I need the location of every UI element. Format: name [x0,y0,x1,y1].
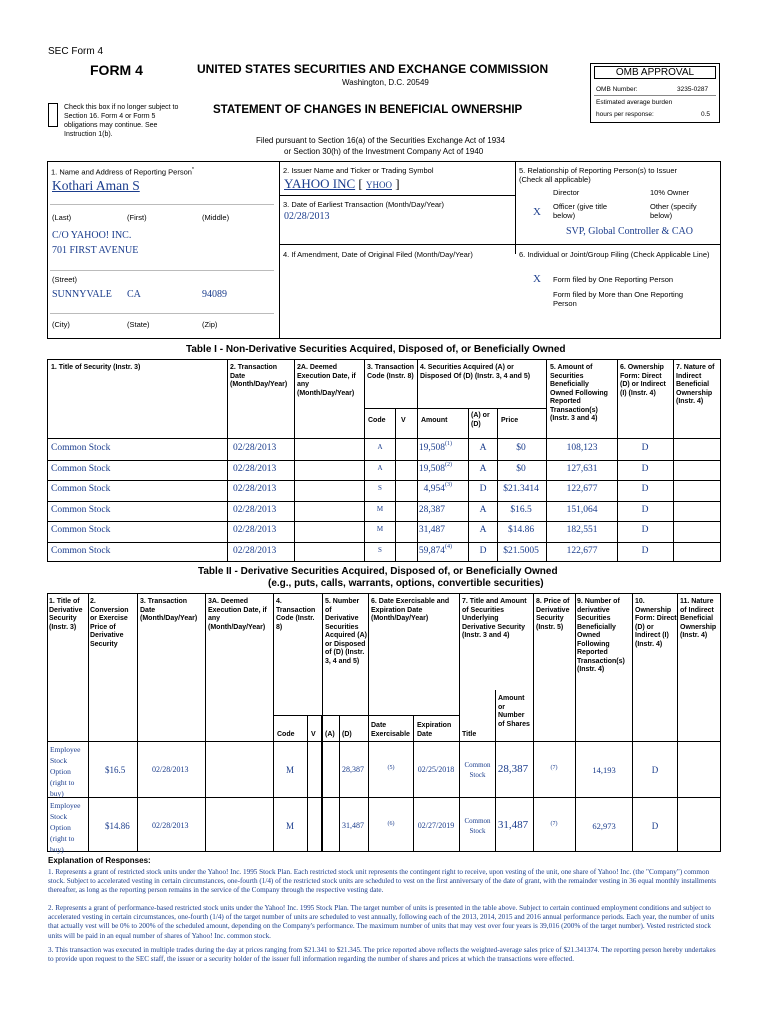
t1-cell-owned: 122,677 [566,484,598,494]
t2-cell-form: D [651,821,659,831]
footnote-1: 1. Represents a grant of restricted stock units under the Yahoo! Inc. 1995 Stock Plan. Each restricted stock unit represents the contingent right to receive, upon vesting of the unit, one share of Yahoo! Inc. (the "Company") common stock. Subject to accelerated vesting in certain circumstances, one-fourth (1/4) of the restricted stock units are scheduled to vest on the first anniversary of the date of grant, with the remainder vesting in 36 equal monthly installments thereafter, as long as the reporting person remains in the service of the Company through the respective vesting date. [48,868,717,895]
issuer-name[interactable]: YAHOO INC [ YHOO ] [284,176,400,191]
t1-aord: (A) or (D) [471,412,490,428]
t1-h1: 1. Title of Security (Instr. 3) [51,364,141,371]
omb-hours: 0.5 [701,111,711,118]
t2-cell-exp: 02/27/2019 [417,821,455,830]
earliest-transaction-date: 02/28/2013 [284,211,330,222]
t2-code: Code [277,731,295,738]
t2-cell-shares: 28,387 [497,763,529,775]
t1-code: Code [368,417,386,424]
t1-cell-date: 02/28/2013 [233,463,277,474]
officer-check[interactable]: X [533,206,541,218]
t1-cell-price: $16.5 [510,504,532,515]
t2-h4: 4. Transaction Code (Instr. 8) [276,598,316,631]
city-label: (City) [52,320,70,329]
t1-price: Price [501,417,519,424]
relationship-sub: (Check all applicable) [519,175,591,184]
street-label: (Street) [52,275,78,284]
t2-a: (A) [325,731,335,738]
t2-cell-code: M [285,765,294,775]
t1-cell-price: $14.86 [507,525,535,535]
t1-cell-code: M [376,525,384,533]
t1-cell-amount: 59,874 [418,545,445,556]
t2-cell-shares: 31,487 [497,819,529,831]
t2-title: Title [462,731,477,738]
one-person-option: Form filed by One Reporting Person [553,275,674,284]
footnote-2: 2. Represents a grant of performance-based restricted stock units under the Yahoo! Inc. 1995 Stock Plan. The target number of units is presented in the table above. Subject to certain continued employment conditions and subject to accelerated vesting in certain circumstances, one-fourth (1/4) of the target number of units are scheduled to vest annually, following each of the 2013, 2014, 2015 and 2016 annual performance periods. Each year, the number of units that actually vest will be 0% to 200% of the scheduled amount, depending on the Company's performance. The maximum number of units that may vest over four years is 39,016 (200% of the target number). Vested restricted stock units will be paid in an equal number of shares of Yahoo! Inc. common stock. [48,904,715,940]
t2-cell-date: 02/28/2013 [152,765,189,774]
table2-title-2: (e.g., puts, calls, warrants, options, convertible securities) [268,578,544,589]
t2-cell-d: 28,387 [342,765,364,774]
filed-line-1: Filed pursuant to Section 16(a) of the Securities Exchange Act of 1934 [256,136,506,145]
t1-cell-price: $21.5005 [503,545,539,556]
t2-cell-price: $16.5 [105,765,126,775]
state-label: (State) [127,320,150,329]
t1-h2: 2. Transaction Date (Month/Day/Year) [230,364,288,388]
t1-cell-form: D [641,484,649,494]
table2-title-1: Table II - Derivative Securities Acquired, Disposed of, or Beneficially Owned [198,566,558,577]
sec-form-label: SEC Form 4 [48,46,104,57]
t1-cell-title: Common Stock [51,484,111,494]
t1-cell-title: Common Stock [51,504,111,515]
commission-city: Washington, D.C. 20549 [342,78,429,87]
omb-burden-label: Estimated average burden [596,99,673,106]
t1-cell-code: S [378,484,382,492]
address-line-2: 701 FIRST AVENUE [52,245,139,256]
t1-cell-code: S [378,545,382,554]
t2-h6: 6. Date Exercisable and Expiration Date (Month/Day/Year) [371,598,450,622]
t1-cell-ad: A [479,463,487,474]
footnote-ref: (3) [445,482,452,488]
t2-cell-date: 02/28/2013 [152,821,189,830]
checkbox-text: Check this box if no longer subject to Section 16. Form 4 or Form 5 obligations may continue. See Instruction 1(b). [64,104,179,138]
t1-amount: Amount [421,417,448,424]
t1-cell-form: D [641,545,649,556]
t1-cell-ad: A [479,443,487,453]
t2-amount-shares: Amount or Number of Shares [498,695,530,728]
t1-h7: 7. Nature of Indirect Beneficial Ownership (Instr. 4) [676,364,715,405]
t1-cell-amount: 31,487 [418,525,445,535]
address-line-1: C/O YAHOO! INC. [52,230,132,241]
ten-percent-option: 10% Owner [650,188,690,197]
t1-cell-owned: 127,631 [566,463,598,474]
t1-cell-ad: A [479,504,487,515]
t1-h6: 6. Ownership Form: Direct (D) or Indirect (I) (Instr. 4) [620,364,666,397]
t1-cell-price: $21.3414 [503,484,539,494]
t1-cell-amount: 4,954 [423,484,445,494]
t2-h3a: 3A. Deemed Execution Date, if any (Month/Day/Year) [208,598,267,631]
omb-hours-label: hours per response: [596,111,654,118]
t2-h1: 1. Title of Derivative Security (Instr. 3) [49,598,83,631]
t2-h3: 3. Transaction Date (Month/Day/Year) [140,598,198,622]
t1-cell-owned: 108,123 [566,443,598,453]
other-option: Other (specify below) [650,202,697,220]
t1-cell-date: 02/28/2013 [233,504,277,515]
t2-cell-p8: (7) [550,821,558,827]
t1-cell-form: D [641,525,649,535]
t1-cell-ad: D [479,484,487,494]
t1-cell-owned: 122,677 [566,545,598,556]
t1-cell-price: $0 [516,463,526,474]
t2-cell-code: M [285,821,294,831]
t1-cell-form: D [641,463,649,474]
footnote-ref: (4) [445,543,452,550]
underlying-title: Common Stock [464,817,491,835]
t2-h7: 7. Title and Amount of Securities Underlying Derivative Security (Instr. 3 and 4) [462,598,527,639]
t1-cell-date: 02/28/2013 [233,484,277,494]
t1-cell-form: D [641,504,649,515]
issuer-label: 2. Issuer Name and Ticker or Trading Symbol [283,166,434,175]
t2-h5: 5. Number of Derivative Securities Acquired (A) or Disposed of (D) (Instr. 3, 4 and 5) [325,598,367,665]
footnote-ref: (2) [445,461,452,468]
t2-cell-d: 31,487 [342,821,364,830]
relationship-label: 5. Relationship of Reporting Person(s) to Issuer [519,166,677,175]
earliest-transaction-label: 3. Date of Earliest Transaction (Month/Day/Year) [283,200,445,209]
filed-line-2: or Section 30(h) of the Investment Company Act of 1940 [284,147,484,156]
t1-cell-title: Common Stock [51,525,111,535]
t2-h9: 9. Number of derivative Securities Beneficially Owned Following Reported Transaction(s) (Instr. 4) [577,598,625,673]
state-value: CA [127,289,141,300]
derivative-title: Employee Stock Option (right to buy) [50,745,81,798]
derivative-title: Employee Stock Option (right to buy) [50,801,81,854]
t1-cell-owned: 182,551 [566,525,598,535]
t1-cell-amount: 28,387 [418,504,445,515]
t1-cell-date: 02/28/2013 [233,525,277,535]
t1-cell-amount: 19,508 [418,443,445,453]
footnote-ref: (1) [445,441,452,447]
t1-cell-form: D [641,443,649,453]
more-persons-option: Form filed by More than One Reporting Person [553,290,684,308]
officer-option: Officer (give title below) [553,202,608,220]
t2-cell-form: D [651,765,659,775]
t1-cell-price: $0 [516,443,526,453]
t2-date-ex: Date Exercisable [371,722,410,738]
t1-cell-title: Common Stock [51,463,111,474]
t1-cell-code: A [377,463,383,472]
t2-cell-owned: 14,193 [592,765,616,775]
t2-d: (D) [342,731,352,738]
zip-label: (Zip) [202,320,218,329]
t1-cell-ad: D [479,545,487,556]
t1-h3: 3. Transaction Code (Instr. 8) [367,364,415,380]
t1-cell-date: 02/28/2013 [233,545,277,556]
t2-v: V [311,731,316,738]
t1-h4: 4. Securities Acquired (A) or Disposed Of (D) (Instr. 3, 4 and 5) [420,364,531,380]
zip-value: 94089 [202,289,227,300]
omb-title: OMB APPROVAL [594,66,716,79]
t1-h5: 5. Amount of Securities Beneficially Owned Following Reported Transaction(s) (Instr. 3 and 4) [550,364,608,422]
t1-h2a: 2A. Deemed Execution Date, if any (Month/Day/Year) [297,364,356,397]
t2-h8: 8. Price of Derivative Security (Instr. 5) [536,598,570,631]
commission-title: UNITED STATES SECURITIES AND EXCHANGE COMMISSION [197,62,549,76]
one-person-check[interactable]: X [533,273,541,285]
t1-v: V [401,417,406,424]
t1-cell-title: Common Stock [51,545,111,556]
statement-title: STATEMENT OF CHANGES IN BENEFICIAL OWNERSHIP [213,104,523,116]
t1-cell-title: Common Stock [51,443,111,453]
t2-h2: 2. Conversion or Exercise Price of Derivative Security [90,598,129,648]
footnote-3: 3. This transaction was executed in multiple trades during the day at prices ranging from $21.341 to $21.345. The price reported above reflects the weighted-average sales price of $21.341374. The reporting person hereby undertakes to provide upon request to the SEC staff, the issuer or a security holder of the issuer full information regarding the number of shares and prices at which the transactions were effected. [48,946,716,964]
filing-type-label: 6. Individual or Joint/Group Filing (Check Applicable Line) [519,250,710,259]
t2-cell-price: $14.86 [105,821,130,831]
reporting-person-label: 1. Name and Address of Reporting Person* [51,167,195,177]
no-longer-subject-checkbox[interactable] [48,103,58,127]
t1-cell-owned: 151,064 [566,504,598,515]
t1-cell-date: 02/28/2013 [233,443,277,453]
omb-number: 3235-0287 [677,86,709,93]
t2-cell-ex: (6) [387,821,395,827]
t1-cell-ad: A [479,525,487,535]
t2-cell-exp: 02/25/2018 [417,765,455,774]
t1-cell-code: A [377,443,383,451]
t2-cell-ex: (5) [387,765,395,771]
explanation-title: Explanation of Responses: [48,856,151,865]
t2-expiration: Expiration Date [417,722,452,738]
city-value: SUNNYVALE [52,289,112,300]
table1-title: Table I - Non-Derivative Securities Acquired, Disposed of, or Beneficially Owned [186,344,566,355]
t2-cell-owned: 62,973 [592,821,616,831]
first-label: (First) [127,213,147,222]
t2-h11: 11. Nature of Indirect Beneficial Ownership (Instr. 4) [680,598,717,639]
middle-label: (Middle) [202,213,230,222]
underlying-title: Common Stock [464,761,491,779]
omb-number-label: OMB Number: [596,86,638,93]
reporting-person-name[interactable]: Kothari Aman S [52,178,140,193]
last-label: (Last) [52,213,72,222]
officer-title: SVP, Global Controller & CAO [566,226,693,237]
t1-cell-code: M [376,504,384,513]
form-number: FORM 4 [90,62,143,78]
director-option: Director [553,188,580,197]
t2-h10: 10. Ownership Form: Direct (D) or Indirect (I) (Instr. 4) [635,598,677,648]
amendment-label: 4. If Amendment, Date of Original Filed (Month/Day/Year) [283,250,473,259]
t1-cell-amount: 19,508 [418,463,445,474]
t2-cell-p8: (7) [550,765,558,771]
